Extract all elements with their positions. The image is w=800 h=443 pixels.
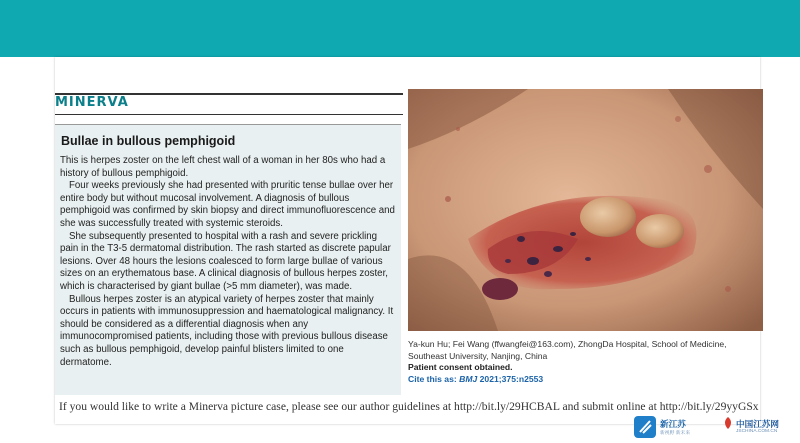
- paragraph: Four weeks previously she had presented with pruritic tense bullae over her entire body but without mucosal involvement. A diagnosis of bullous pemphigoid was confirmed by skin biopsy and direct immunofluorescence and she was successfully treated with systemic steroids.: [60, 180, 395, 229]
- caption-consent: Patient consent obtained.: [408, 362, 513, 373]
- paragraph: She subsequently presented to hospital with a rash and severe prickling pain in the T3-5 dermatomal distribution. The rash started as discrete papular lesions. Over 48 hours the lesions coalesced to form large bullae of various sizes on an erythematous base. A clinical diagnosis of bullous herpes zoster, which is characterised by giant bullae (>5 mm diameter), was made.: [60, 230, 391, 292]
- author-guidelines-note: If you would like to write a Minerva picture case, please see our author guidelines at http://bit.ly/29HCBAL and submit online at http://bit.ly/29yyGSx: [59, 400, 759, 413]
- jschina-logo-mark: [722, 416, 734, 430]
- cite-ref: 2021;375:n2553: [477, 373, 544, 384]
- caption-authors: Ya-kun Hu; Fei Wang (ffwangfei@163.com), ZhongDa Hospital, School of Medicine, Southeast University, Nanjing, China: [408, 339, 727, 361]
- article-body: [60, 155, 398, 369]
- article-title: Bullae in bullous pemphigoid: [61, 134, 236, 148]
- article-page: [55, 57, 760, 424]
- logo-left-sub: 新视野 新未来: [660, 431, 691, 436]
- paragraph: Bullous herpes zoster is an atypical variety of herpes zoster that mainly occurs in patients with immunosuppression and haematological malignancy. It should be considered as a differential diagnosis when any immunocompromised patients, including those with previous bullous disease such as bullous pemphigoid, develop painful blisters limited to one dermatome.: [60, 293, 394, 368]
- section-rule-bottom: [55, 114, 403, 115]
- logo-right-name: 中国江苏网: [736, 419, 779, 429]
- logo-left-name: 新江苏: [660, 419, 686, 429]
- xinjiangsu-logo: [634, 416, 718, 438]
- clinical-photo: [408, 89, 763, 331]
- jschina-logo: [722, 416, 800, 438]
- section-label: MINERVA: [55, 95, 129, 110]
- paragraph: This is herpes zoster on the left chest wall of a woman in her 80s who had a history of bullous pemphigoid.: [60, 155, 386, 179]
- cite-prefix: Cite this as:: [408, 373, 460, 384]
- logo-right-sub: JSCHINA.COM.CN: [736, 429, 778, 434]
- citation: [408, 374, 758, 386]
- xinjiangsu-logo-mark: [634, 416, 656, 438]
- cite-journal: BMJ: [459, 373, 478, 384]
- photo-caption: [408, 339, 758, 385]
- header-band: [0, 0, 800, 57]
- article-text-box: [55, 124, 401, 395]
